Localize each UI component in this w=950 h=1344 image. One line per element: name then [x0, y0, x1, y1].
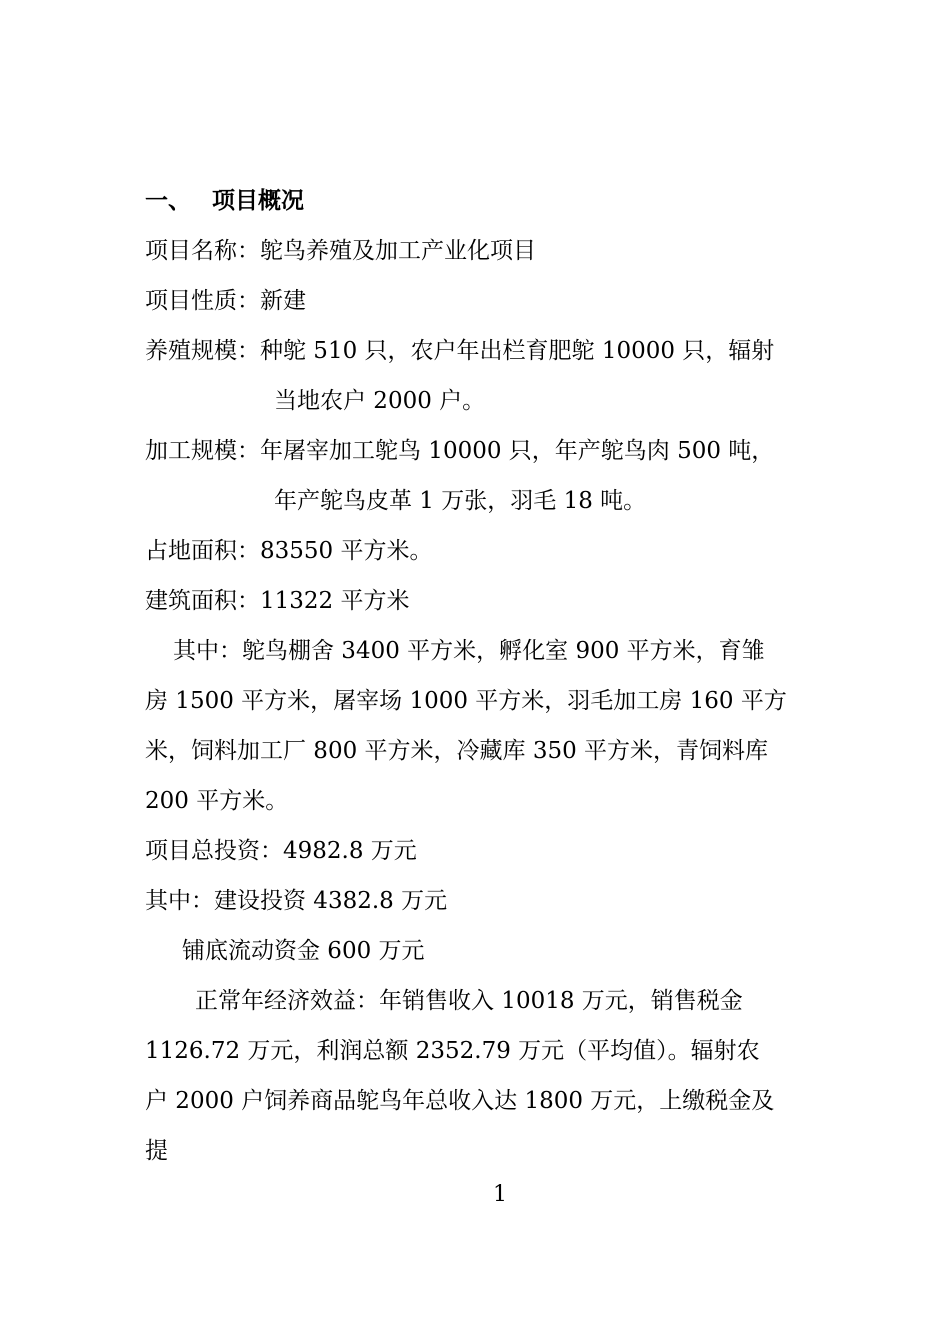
section-number: 一、: [145, 188, 191, 214]
breeding-scale-line: 养殖规模：种鸵 510 只，农户年出栏育肥鸵 10000 只，辐射: [145, 338, 775, 364]
economic-benefit-line: 1126.72 万元，利润总额 2352.79 万元（平均值）。辐射农: [145, 1038, 760, 1064]
breeding-scale-continuation: 当地农户 2000 户。: [274, 388, 486, 414]
section-heading: [145, 176, 810, 226]
land-area-line: 占地面积：83550 平方米。: [145, 538, 433, 564]
processing-scale-continuation: 年产鸵鸟皮革 1 万张，羽毛 18 吨。: [274, 488, 647, 514]
page-number: 1: [493, 1182, 507, 1207]
section-title: 项目概况: [212, 188, 304, 214]
project-name-line: 项目名称：鸵鸟养殖及加工产业化项目: [145, 238, 536, 264]
building-area-line: 建筑面积：11322 平方米: [145, 588, 410, 614]
economic-benefit-line: 提: [145, 1138, 168, 1164]
building-breakdown-line: 房 1500 平方米，屠宰场 1000 平方米，羽毛加工房 160 平方: [145, 688, 787, 714]
building-breakdown-line: 其中：鸵鸟棚舍 3400 平方米，孵化室 900 平方米，育雏: [173, 638, 765, 664]
processing-scale-line: 加工规模：年屠宰加工鸵鸟 10000 只，年产鸵鸟肉 500 吨，: [145, 438, 775, 464]
project-nature-line: 项目性质：新建: [145, 288, 306, 314]
building-breakdown-line: 米，饲料加工厂 800 平方米，冷藏库 350 平方米，青饲料库: [145, 738, 769, 764]
working-capital-line: 铺底流动资金 600 万元: [182, 938, 425, 964]
building-breakdown-line: 200 平方米。: [145, 788, 289, 814]
construction-investment-line: 其中：建设投资 4382.8 万元: [145, 888, 448, 914]
total-investment-line: 项目总投资：4982.8 万元: [145, 838, 417, 864]
economic-benefit-line: 户 2000 户饲养商品鸵鸟年总收入达 1800 万元，上缴税金及: [145, 1088, 775, 1114]
economic-benefit-line: 正常年经济效益：年销售收入 10018 万元，销售税金: [195, 988, 743, 1014]
page-content: [145, 176, 810, 1176]
